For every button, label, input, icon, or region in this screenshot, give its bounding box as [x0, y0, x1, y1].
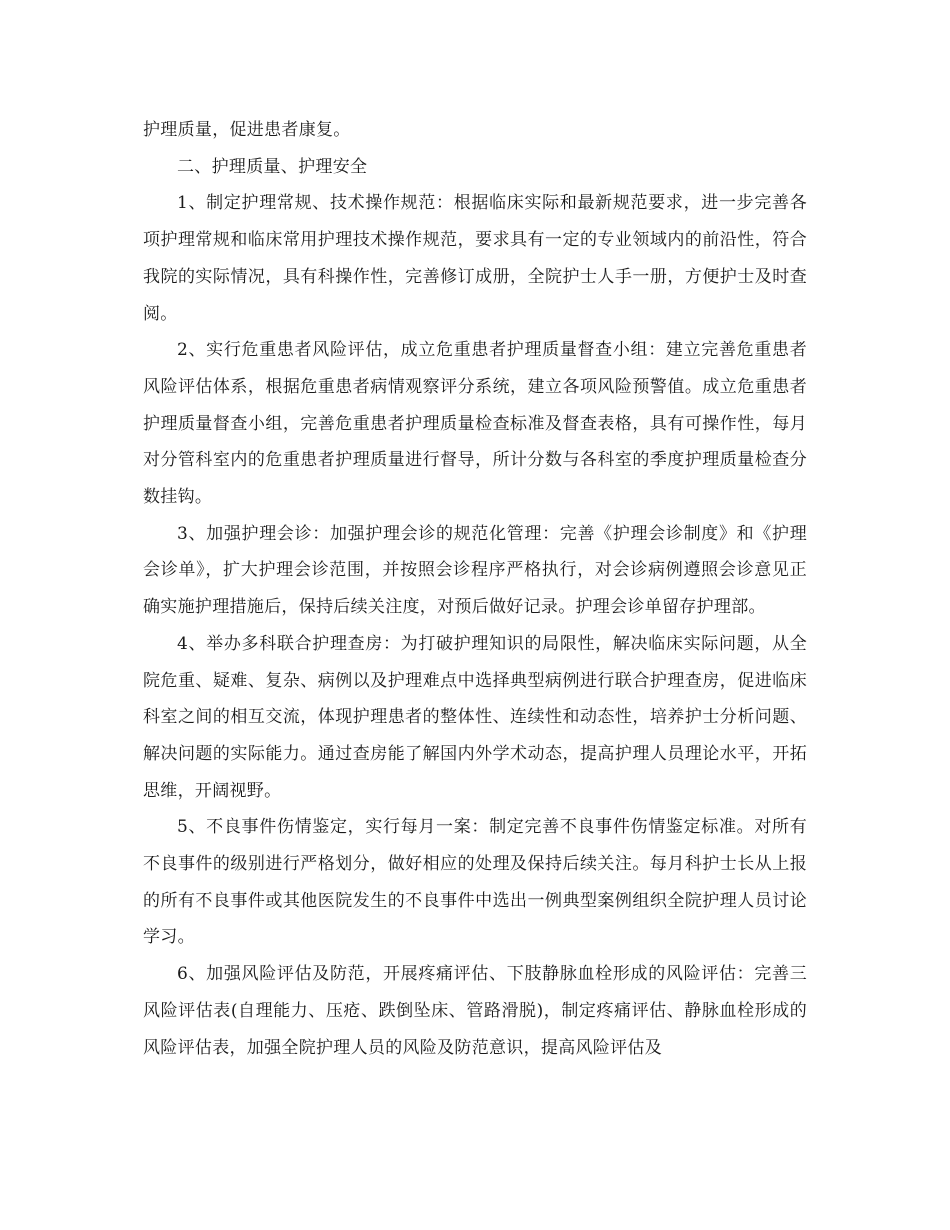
- paragraph-item-1: 1、制定护理常规、技术操作规范：根据临床实际和最新规范要求，进一步完善各项护理常规和临床常用护理技术操作规范，要求具有一定的专业领域内的前沿性，符合我院的实际情况，具有科操作性，完善修订成册，全院护士人手一册，方便护士及时查阅。: [143, 193, 807, 324]
- section-heading: 二、护理质量、护理安全: [177, 156, 368, 177]
- paragraph-item-6: 6、加强风险评估及防范，开展疼痛评估、下肢静脉血栓形成的风险评估：完善三风险评估表(自理能力、压疮、跌倒坠床、管路滑脱)，制定疼痛评估、静脉血栓形成的风险评估表，加强全院护理人员的风险及防范意识，提高风险评估及: [143, 964, 807, 1058]
- paragraph-item-3: 3、加强护理会诊：加强护理会诊的规范化管理：完善《护理会诊制度》和《护理会诊单》，扩大护理会诊范围，并按照会诊程序严格执行，对会诊病例遵照会诊意见正确实施护理措施后，保持后续关注度，对预后做好记录。护理会诊单留存护理部。: [143, 523, 807, 618]
- paragraph-item-2: 2、实行危重患者风险评估，成立危重患者护理质量督查小组：建立完善危重患者风险评估体系，根据危重患者病情观察评分系统，建立各项风险预警值。成立危重患者护理质量督查小组，完善危重患者护理质量检查标准及督查表格，具有可操作性，每月对分管科室内的危重患者护理质量进行督导，所计分数与各科室的季度护理质量检查分数挂钩。: [143, 340, 807, 508]
- paragraph-continuation: 护理质量，促进患者康复。: [143, 120, 351, 140]
- document-body: [143, 112, 807, 1066]
- paragraph-item-4: 4、举办多科联合护理查房：为打破护理知识的局限性，解决临床实际问题，从全院危重、疑难、复杂、病例以及护理难点中选择典型病例进行联合护理查房，促进临床科室之间的相互交流，体现护理患者的整体性、连续性和动态性，培养护士分析问题、解决问题的实际能力。通过查房能了解国内外学术动态，提高护理人员理论水平，开拓思维，开阔视野。: [143, 633, 807, 801]
- paragraph-item-5: 5、不良事件伤情鉴定，实行每月一案：制定完善不良事件伤情鉴定标准。对所有不良事件的级别进行严格划分，做好相应的处理及保持后续关注。每月科护士长从上报的所有不良事件或其他医院发生的不良事件中选出一例典型案例组织全院护理人员讨论学习。: [143, 817, 807, 948]
